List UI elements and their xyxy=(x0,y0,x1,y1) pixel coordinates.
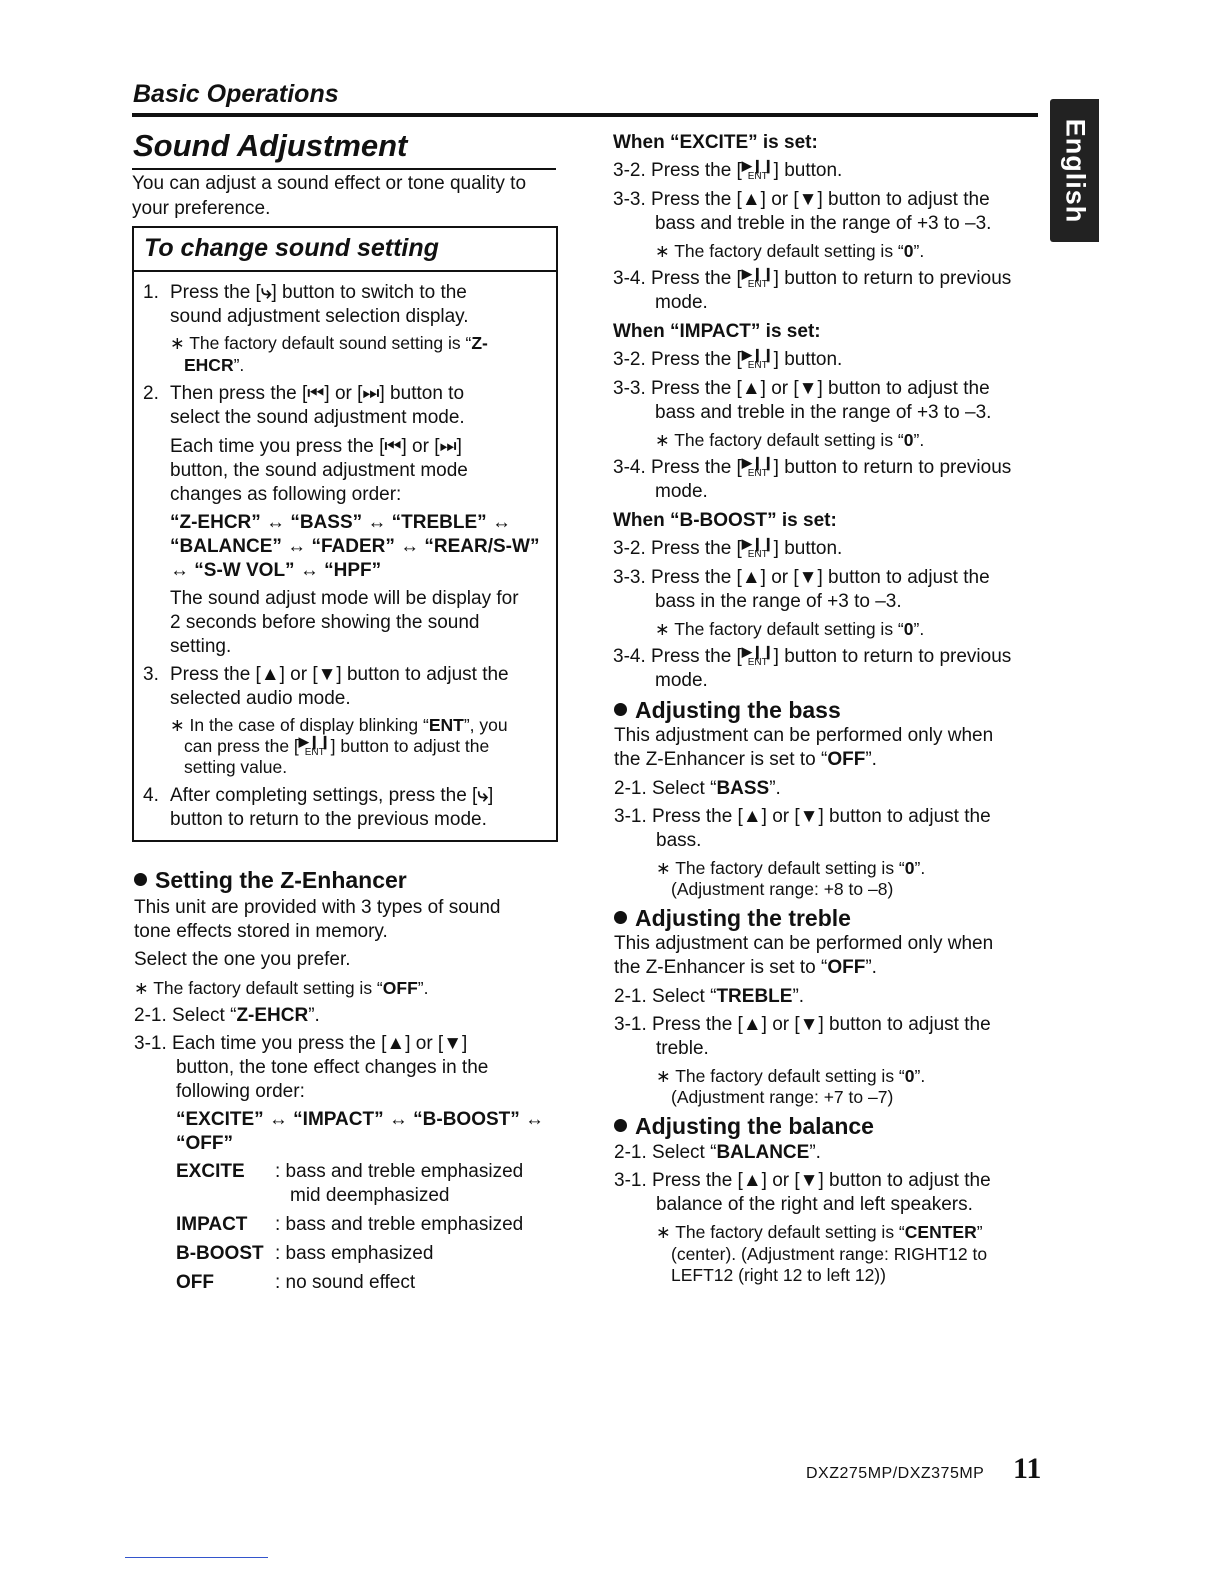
balance-step-31-l2: balance of the right and left speakers. xyxy=(656,1194,973,1215)
excite-note: ∗ The factory default setting is “0”. xyxy=(655,241,925,261)
balance-step-31-l1: 3-1. Press the [▲] or [▼] button to adjust the xyxy=(614,1170,991,1191)
sound-mode-icon: ⤷ xyxy=(260,282,272,303)
excite-step-34: 3-4. Press the [▶❙❙ ENT ] button to return to previous xyxy=(613,266,1012,290)
effect-val-bboost: : bass emphasized xyxy=(275,1243,434,1264)
bass-note: ∗ The factory default setting is “0”. xyxy=(656,858,926,878)
zenhancer-heading: Setting the Z-Enhancer xyxy=(134,867,407,894)
zenhancer-order-1: “EXCITE” ↔ “IMPACT” ↔ “B-BOOST” ↔ xyxy=(176,1109,545,1130)
zenhancer-step-21: 2-1. Select “Z-EHCR”. xyxy=(134,1005,320,1026)
impact-step-32: 3-2. Press the [▶❙❙ ENT ] button. xyxy=(613,347,843,371)
zenhancer-p3: Select the one you prefer. xyxy=(134,949,351,970)
step-3-note-1: ∗ In the case of display blinking “ENT”, you xyxy=(170,715,508,735)
mode-order-1: “Z-EHCR” ↔ “BASS” ↔ “TREBLE” ↔ xyxy=(170,512,511,533)
sound-mode-icon: ⤷ xyxy=(477,785,488,806)
step-3-number: 3. xyxy=(143,664,159,685)
ent-button-icon: ▶❙❙ ENT xyxy=(741,266,774,290)
header-rule xyxy=(132,113,1038,117)
effect-val-excite: : bass and treble emphasized xyxy=(275,1161,524,1182)
bboost-step-34: 3-4. Press the [▶❙❙ ENT ] button to return to previous xyxy=(613,644,1012,668)
intro-line-1: You can adjust a sound effect or tone quality to xyxy=(132,173,527,194)
bass-range: (Adjustment range: +8 to –8) xyxy=(671,879,894,899)
impact-step-34: 3-4. Press the [▶❙❙ ENT ] button to return to previous xyxy=(613,455,1012,479)
zenhancer-order-2: “OFF” xyxy=(176,1133,233,1154)
zenhancer-note: ∗ The factory default setting is “OFF”. xyxy=(134,978,429,998)
mode-order-2: “BALANCE” ↔ “FADER” ↔ “REAR/S-W” xyxy=(170,536,540,557)
step-1-line-1: Press the [⤷] button to switch to the xyxy=(170,282,467,303)
ent-button-icon: ▶❙❙ ENT xyxy=(741,644,774,668)
balance-heading: Adjusting the balance xyxy=(614,1113,874,1140)
step-2-line-4: button, the sound adjustment mode xyxy=(170,460,468,481)
ent-button-icon: ▶❙❙ ENT xyxy=(298,734,331,758)
effect-key-bboost: B-BOOST xyxy=(176,1243,264,1264)
bboost-step-33-l1: 3-3. Press the [▲] or [▼] button to adjust the xyxy=(613,567,990,588)
effect-val-impact: : bass and treble emphasized xyxy=(275,1214,524,1235)
excite-heading: When “EXCITE” is set: xyxy=(613,132,818,153)
bullet-icon xyxy=(614,703,627,716)
page-title: Sound Adjustment xyxy=(133,128,408,163)
treble-p1: This adjustment can be performed only when xyxy=(614,933,994,954)
model-number: DXZ275MP/DXZ375MP xyxy=(806,1465,985,1482)
treble-heading: Adjusting the treble xyxy=(614,905,851,932)
bullet-icon xyxy=(614,1119,627,1132)
step-2-line-1: Then press the [⏮] or [⏭] button to xyxy=(170,383,465,404)
bboost-step-32: 3-2. Press the [▶❙❙ ENT ] button. xyxy=(613,536,843,560)
section-title: Basic Operations xyxy=(133,80,339,108)
effect-val-off: : no sound effect xyxy=(275,1272,416,1293)
page-number: 11 xyxy=(1013,1452,1042,1485)
zenhancer-p2: tone effects stored in memory. xyxy=(134,921,388,942)
ent-button-icon: ▶❙❙ ENT xyxy=(741,536,774,560)
intro-line-2: your preference. xyxy=(132,198,271,219)
bass-step-21: 2-1. Select “BASS”. xyxy=(614,778,781,799)
step-4-line-1: After completing settings, press the [⤷] xyxy=(170,785,494,806)
step-3-note-3: setting value. xyxy=(184,757,288,777)
effect-key-excite: EXCITE xyxy=(176,1161,245,1182)
step-2-line-8: setting. xyxy=(170,636,232,657)
bullet-icon xyxy=(614,911,627,924)
bass-p2: the Z-Enhancer is set to “OFF”. xyxy=(614,749,877,770)
ent-button-icon: ▶❙❙ ENT xyxy=(741,158,774,182)
step-2-line-2: select the sound adjustment mode. xyxy=(170,407,465,428)
step-2-line-7: 2 seconds before showing the sound xyxy=(170,612,480,633)
effect-key-impact: IMPACT xyxy=(176,1214,248,1235)
step-3-line-2: selected audio mode. xyxy=(170,688,351,709)
bottom-link-underline xyxy=(125,1557,268,1558)
step-1-note-2: EHCR”. xyxy=(184,355,245,375)
step-3-line-1: Press the [▲] or [▼] button to adjust the xyxy=(170,664,509,685)
balance-step-21: 2-1. Select “BALANCE”. xyxy=(614,1142,821,1163)
impact-step-33-l2: bass and treble in the range of +3 to –3. xyxy=(655,402,992,423)
step-2-number: 2. xyxy=(143,383,159,404)
box-header xyxy=(134,228,556,272)
bboost-step-33-l2: bass in the range of +3 to –3. xyxy=(655,591,902,612)
sound-setting-box xyxy=(132,226,558,842)
ent-button-icon: ▶❙❙ ENT xyxy=(741,455,774,479)
step-4-number: 4. xyxy=(143,785,159,806)
bboost-step-34-l2: mode. xyxy=(655,670,708,691)
excite-step-33-l2: bass and treble in the range of +3 to –3. xyxy=(655,213,992,234)
excite-step-33-l1: 3-3. Press the [▲] or [▼] button to adjust the xyxy=(613,189,990,210)
treble-range: (Adjustment range: +7 to –7) xyxy=(671,1087,894,1107)
mode-order-3: ↔ “S-W VOL” ↔ “HPF” xyxy=(170,560,382,581)
effect-key-off: OFF xyxy=(176,1272,214,1293)
balance-note-2: (center). (Adjustment range: RIGHT12 to xyxy=(671,1244,988,1264)
ent-button-icon: ▶❙❙ ENT xyxy=(741,347,774,371)
impact-heading: When “IMPACT” is set: xyxy=(613,321,821,342)
balance-note: ∗ The factory default setting is “CENTER” xyxy=(656,1222,983,1242)
step-1-note: ∗ The factory default sound setting is “Z- xyxy=(170,333,488,353)
impact-step-33-l1: 3-3. Press the [▲] or [▼] button to adjust the xyxy=(613,378,990,399)
step-4-line-2: button to return to the previous mode. xyxy=(170,809,487,830)
treble-note: ∗ The factory default setting is “0”. xyxy=(656,1066,926,1086)
step-3-note-2: can press the [▶❙❙ ENT ] button to adjust the xyxy=(184,734,490,758)
treble-step-31-l1: 3-1. Press the [▲] or [▼] button to adjust the xyxy=(614,1014,991,1035)
bass-p1: This adjustment can be performed only when xyxy=(614,725,994,746)
zenhancer-step-31-l3: following order: xyxy=(176,1081,305,1102)
bass-step-31-l2: bass. xyxy=(656,830,702,851)
zenhancer-p1: This unit are provided with 3 types of sound xyxy=(134,897,501,918)
step-2-line-5: changes as following order: xyxy=(170,484,402,505)
bullet-icon xyxy=(134,873,147,886)
step-1-line-2: sound adjustment selection display. xyxy=(170,306,469,327)
bass-step-31-l1: 3-1. Press the [▲] or [▼] button to adjust the xyxy=(614,806,991,827)
excite-step-32: 3-2. Press the [▶❙❙ ENT ] button. xyxy=(613,158,843,182)
treble-p2: the Z-Enhancer is set to “OFF”. xyxy=(614,957,877,978)
zenhancer-step-31-l1: 3-1. Each time you press the [▲] or [▼] xyxy=(134,1033,468,1054)
treble-step-21: 2-1. Select “TREBLE”. xyxy=(614,986,805,1007)
step-1-number: 1. xyxy=(143,282,159,303)
excite-step-34-l2: mode. xyxy=(655,292,708,313)
zenhancer-step-31-l2: button, the tone effect changes in the xyxy=(176,1057,489,1078)
language-tab xyxy=(1050,99,1099,242)
bboost-heading: When “B-BOOST” is set: xyxy=(613,510,837,531)
bass-heading: Adjusting the bass xyxy=(614,697,841,724)
impact-note: ∗ The factory default setting is “0”. xyxy=(655,430,925,450)
language-tab-label: English xyxy=(1060,118,1090,223)
balance-note-3: LEFT12 (right 12 to left 12)) xyxy=(671,1265,886,1285)
title-rule xyxy=(132,168,556,170)
effect-val-excite-2: mid deemphasized xyxy=(290,1185,450,1206)
box-heading: To change sound setting xyxy=(144,234,439,262)
treble-step-31-l2: treble. xyxy=(656,1038,709,1059)
step-2-line-3: Each time you press the [⏮] or [⏭] xyxy=(170,436,462,457)
bboost-note: ∗ The factory default setting is “0”. xyxy=(655,619,925,639)
step-2-line-6: The sound adjust mode will be display for xyxy=(170,588,519,609)
impact-step-34-l2: mode. xyxy=(655,481,708,502)
